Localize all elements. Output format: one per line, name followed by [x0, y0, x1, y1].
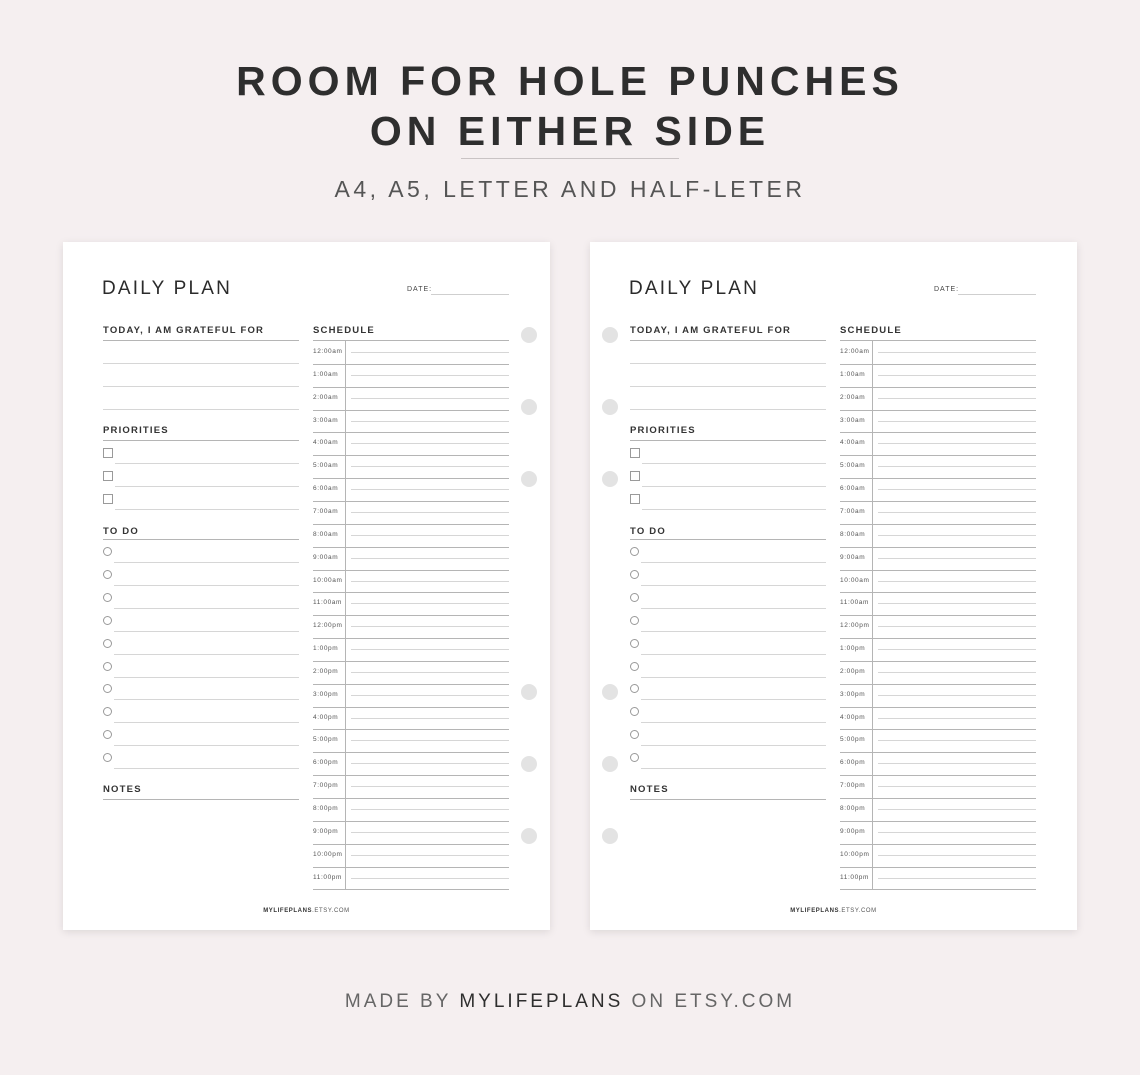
- sheet-brand-bold: MYLIFEPLANS: [790, 908, 840, 914]
- priority-line[interactable]: [115, 509, 299, 510]
- schedule-hour-line[interactable]: [313, 478, 509, 479]
- schedule-hour-line[interactable]: [840, 638, 1036, 639]
- schedule-time: 6:00am: [313, 485, 339, 493]
- schedule-hour-line[interactable]: [313, 638, 509, 639]
- todo-line[interactable]: [114, 562, 299, 563]
- grateful-line[interactable]: [103, 386, 299, 387]
- schedule-time: 8:00pm: [840, 805, 866, 812]
- grateful-heading: TODAY, I AM GRATEFUL FOR: [630, 325, 792, 336]
- footer-prefix: MADE BY: [344, 991, 460, 1012]
- schedule-hour-line[interactable]: [840, 501, 1036, 502]
- priorities-heading-rule: [630, 440, 826, 441]
- schedule-half-line[interactable]: [878, 763, 1036, 764]
- schedule-half-line[interactable]: [351, 763, 509, 764]
- todo-circle[interactable]: [103, 662, 112, 671]
- schedule-time: 9:00pm: [840, 827, 866, 835]
- notes-heading: NOTES: [630, 784, 669, 795]
- schedule-hour-line[interactable]: [313, 524, 509, 525]
- todo-line[interactable]: [641, 585, 826, 586]
- priority-checkbox[interactable]: [630, 494, 640, 504]
- schedule-hour-line[interactable]: [313, 867, 509, 868]
- schedule-time: 2:00am: [313, 393, 339, 401]
- schedule-half-line[interactable]: [351, 718, 509, 719]
- schedule-heading: SCHEDULE: [313, 325, 375, 336]
- punch-hole: [521, 828, 537, 844]
- todo-line[interactable]: [114, 608, 299, 609]
- schedule-half-line[interactable]: [878, 855, 1036, 856]
- todo-line[interactable]: [641, 677, 826, 678]
- schedule-hour-line[interactable]: [313, 684, 509, 685]
- todo-heading-rule: [103, 539, 299, 540]
- schedule-time: 4:00pm: [313, 713, 339, 721]
- schedule-half-line[interactable]: [351, 672, 509, 673]
- schedule-hour-line[interactable]: [840, 775, 1036, 776]
- todo-line[interactable]: [114, 699, 299, 700]
- schedule-half-line[interactable]: [878, 718, 1036, 719]
- priority-checkbox[interactable]: [630, 448, 640, 458]
- date-field[interactable]: [958, 294, 1036, 295]
- footer-suffix: ON ETSY.COM: [623, 991, 796, 1012]
- schedule-hour-line[interactable]: [840, 867, 1036, 868]
- schedule-hour-line[interactable]: [313, 432, 509, 433]
- schedule-half-line[interactable]: [351, 512, 509, 513]
- schedule-half-line[interactable]: [878, 626, 1036, 627]
- todo-line[interactable]: [641, 562, 826, 563]
- schedule-heading: SCHEDULE: [840, 325, 902, 336]
- schedule-time: 10:00pm: [840, 850, 870, 858]
- punch-hole: [602, 471, 618, 487]
- schedule-half-line[interactable]: [878, 489, 1036, 490]
- schedule-hour-line[interactable]: [313, 752, 509, 753]
- punch-hole: [602, 756, 618, 772]
- schedule-time: 12:00pm: [313, 622, 343, 630]
- schedule-time: 5:00am: [313, 462, 339, 470]
- schedule-time: 12:00am: [840, 348, 870, 355]
- schedule-half-line[interactable]: [351, 626, 509, 627]
- todo-line[interactable]: [114, 585, 299, 586]
- todo-circle[interactable]: [103, 730, 112, 739]
- todo-circle[interactable]: [630, 753, 639, 762]
- todo-circle[interactable]: [103, 707, 112, 716]
- sheet-brand-rest: .ETSY.COM: [839, 908, 877, 914]
- todo-circle[interactable]: [630, 684, 639, 693]
- sheet-brand: [63, 908, 550, 914]
- todo-line[interactable]: [641, 699, 826, 700]
- schedule-half-line[interactable]: [878, 375, 1036, 376]
- schedule-hour-line[interactable]: [840, 478, 1036, 479]
- todo-circle[interactable]: [103, 570, 112, 579]
- todo-circle[interactable]: [630, 570, 639, 579]
- schedule-half-line[interactable]: [351, 832, 509, 833]
- schedule-hour-line[interactable]: [840, 615, 1036, 616]
- schedule-half-line[interactable]: [351, 443, 509, 444]
- todo-circle[interactable]: [103, 547, 112, 556]
- punch-hole: [602, 399, 618, 415]
- schedule-time: 9:00pm: [313, 827, 339, 835]
- schedule-half-line[interactable]: [878, 603, 1036, 604]
- priorities-heading-rule: [103, 440, 299, 441]
- schedule-time: 3:00pm: [840, 690, 866, 698]
- date-label: DATE:: [934, 286, 960, 293]
- schedule-hour-line[interactable]: [840, 889, 1036, 890]
- planner-sheet-right: [590, 242, 1077, 930]
- schedule-half-line[interactable]: [878, 695, 1036, 696]
- schedule-hour-line[interactable]: [313, 798, 509, 799]
- notes-heading: NOTES: [103, 784, 142, 795]
- priority-checkbox[interactable]: [103, 471, 113, 481]
- schedule-hour-line[interactable]: [840, 410, 1036, 411]
- headline: [0, 56, 1140, 156]
- schedule-time: 1:00am: [840, 370, 866, 378]
- todo-heading-rule: [630, 539, 826, 540]
- schedule-half-line[interactable]: [878, 558, 1036, 559]
- todo-circle[interactable]: [103, 593, 112, 602]
- schedule-half-line[interactable]: [878, 672, 1036, 673]
- notes-heading-rule: [630, 799, 826, 800]
- grateful-line[interactable]: [103, 409, 299, 410]
- schedule-time: 2:00pm: [313, 667, 339, 675]
- schedule-time: 11:00am: [840, 599, 870, 607]
- schedule-time: 7:00pm: [840, 782, 866, 790]
- schedule-hour-line[interactable]: [840, 684, 1036, 685]
- priorities-heading: PRIORITIES: [630, 425, 696, 436]
- todo-heading: TO DO: [103, 526, 139, 537]
- headline-line-1: ROOM FOR HOLE PUNCHES: [236, 58, 904, 104]
- schedule-hour-line[interactable]: [840, 798, 1036, 799]
- schedule-hour-line[interactable]: [313, 729, 509, 730]
- schedule-hour-line[interactable]: [840, 729, 1036, 730]
- schedule-time: 10:00pm: [313, 850, 343, 858]
- schedule-time: 2:00pm: [840, 667, 866, 675]
- schedule-half-line[interactable]: [351, 421, 509, 422]
- priority-line[interactable]: [642, 486, 826, 487]
- schedule-time: 1:00am: [313, 370, 339, 378]
- schedule-hour-line[interactable]: [313, 707, 509, 708]
- date-field[interactable]: [431, 294, 509, 295]
- priority-checkbox[interactable]: [630, 471, 640, 481]
- schedule-time: 5:00am: [840, 462, 866, 470]
- schedule-half-line[interactable]: [351, 581, 509, 582]
- schedule-time: 10:00am: [313, 576, 343, 584]
- schedule-half-line[interactable]: [878, 740, 1036, 741]
- page-title: DAILY PLAN: [102, 278, 233, 299]
- headline-line-2: ON EITHER SIDE: [369, 108, 771, 154]
- schedule-time: 3:00am: [313, 416, 339, 424]
- schedule-time: 7:00am: [313, 507, 339, 515]
- schedule-time: 11:00pm: [840, 873, 870, 881]
- punch-hole: [521, 399, 537, 415]
- schedule-half-line[interactable]: [351, 558, 509, 559]
- todo-heading: TO DO: [630, 526, 666, 537]
- schedule-hour-line[interactable]: [840, 432, 1036, 433]
- todo-circle[interactable]: [630, 639, 639, 648]
- todo-line[interactable]: [114, 745, 299, 746]
- priority-line[interactable]: [115, 463, 299, 464]
- schedule-half-line[interactable]: [351, 535, 509, 536]
- todo-line[interactable]: [641, 745, 826, 746]
- schedule-time: 3:00pm: [313, 690, 339, 698]
- schedule-half-line[interactable]: [351, 489, 509, 490]
- schedule-half-line[interactable]: [351, 649, 509, 650]
- schedule-half-line[interactable]: [878, 832, 1036, 833]
- schedule-hour-line[interactable]: [840, 661, 1036, 662]
- schedule-hour-line[interactable]: [313, 844, 509, 845]
- todo-circle[interactable]: [630, 707, 639, 716]
- grateful-line[interactable]: [103, 363, 299, 364]
- schedule-time: 2:00am: [840, 393, 866, 401]
- todo-circle[interactable]: [630, 616, 639, 625]
- schedule-hour-line[interactable]: [840, 547, 1036, 548]
- todo-line[interactable]: [114, 654, 299, 655]
- schedule-time: 5:00pm: [313, 736, 339, 744]
- schedule-half-line[interactable]: [878, 352, 1036, 353]
- schedule-hour-line[interactable]: [313, 592, 509, 593]
- date-label: DATE:: [407, 286, 433, 293]
- todo-circle[interactable]: [630, 730, 639, 739]
- planner-sheet-left: [63, 242, 550, 930]
- punch-hole: [521, 471, 537, 487]
- notes-heading-rule: [103, 799, 299, 800]
- schedule-half-line[interactable]: [878, 649, 1036, 650]
- schedule-half-line[interactable]: [351, 740, 509, 741]
- schedule-time: 1:00pm: [840, 645, 866, 653]
- todo-circle[interactable]: [630, 662, 639, 671]
- todo-circle[interactable]: [103, 616, 112, 625]
- schedule-hour-line[interactable]: [313, 387, 509, 388]
- footer-brand: MYLIFEPLANS: [459, 991, 624, 1012]
- todo-line[interactable]: [114, 677, 299, 678]
- grateful-heading-rule: [103, 340, 299, 341]
- todo-line[interactable]: [114, 768, 299, 769]
- schedule-half-line[interactable]: [351, 466, 509, 467]
- subtitle: A4, A5, LETTER AND HALF-LETER: [334, 176, 806, 202]
- schedule-time: 3:00am: [840, 416, 866, 424]
- schedule-half-line[interactable]: [878, 512, 1036, 513]
- schedule-heading-rule: [840, 340, 1036, 341]
- schedule-hour-line[interactable]: [313, 615, 509, 616]
- schedule-time: 4:00pm: [840, 713, 866, 721]
- schedule-hour-line[interactable]: [313, 501, 509, 502]
- grateful-heading: TODAY, I AM GRATEFUL FOR: [103, 325, 265, 336]
- schedule-time: 7:00am: [840, 507, 866, 515]
- schedule-half-line[interactable]: [351, 398, 509, 399]
- schedule-hour-line[interactable]: [313, 889, 509, 890]
- schedule-time: 8:00am: [840, 530, 866, 538]
- todo-line[interactable]: [641, 631, 826, 632]
- schedule-time: 6:00am: [840, 485, 866, 493]
- schedule-half-line[interactable]: [878, 535, 1036, 536]
- schedule-time: 9:00am: [840, 553, 866, 561]
- schedule-half-line[interactable]: [351, 786, 509, 787]
- schedule-hour-line[interactable]: [840, 844, 1036, 845]
- punch-hole: [602, 684, 618, 700]
- schedule-hour-line[interactable]: [313, 570, 509, 571]
- schedule-time: 6:00pm: [313, 759, 339, 767]
- schedule-time: 4:00am: [840, 439, 866, 447]
- priority-checkbox[interactable]: [103, 494, 113, 504]
- punch-hole: [602, 828, 618, 844]
- schedule-half-line[interactable]: [878, 878, 1036, 879]
- footer-credit: [0, 991, 1140, 1013]
- schedule-hour-line[interactable]: [840, 455, 1036, 456]
- schedule-time: 1:00pm: [313, 645, 339, 653]
- schedule-hour-line[interactable]: [840, 387, 1036, 388]
- schedule-hour-line[interactable]: [840, 570, 1036, 571]
- schedule-time: 9:00am: [313, 553, 339, 561]
- priorities-heading: PRIORITIES: [103, 425, 169, 436]
- todo-circle[interactable]: [630, 593, 639, 602]
- schedule-half-line[interactable]: [878, 809, 1036, 810]
- schedule-time: 10:00am: [840, 576, 870, 584]
- schedule-hour-line[interactable]: [840, 707, 1036, 708]
- title-divider: [461, 158, 679, 159]
- schedule-hour-line[interactable]: [313, 455, 509, 456]
- schedule-time: 8:00am: [313, 530, 339, 538]
- schedule-hour-line[interactable]: [313, 410, 509, 411]
- schedule-half-line[interactable]: [878, 398, 1036, 399]
- todo-line[interactable]: [641, 722, 826, 723]
- punch-hole: [521, 684, 537, 700]
- schedule-hour-line[interactable]: [840, 364, 1036, 365]
- punch-hole: [521, 327, 537, 343]
- sheet-brand: [590, 908, 1077, 914]
- grateful-line[interactable]: [630, 386, 826, 387]
- schedule-half-line[interactable]: [878, 581, 1036, 582]
- schedule-time: 8:00pm: [313, 805, 339, 812]
- schedule-half-line[interactable]: [351, 878, 509, 879]
- todo-circle[interactable]: [103, 639, 112, 648]
- schedule-hour-line[interactable]: [313, 364, 509, 365]
- todo-line[interactable]: [641, 654, 826, 655]
- schedule-hour-line[interactable]: [840, 524, 1036, 525]
- schedule-half-line[interactable]: [351, 855, 509, 856]
- todo-line[interactable]: [114, 631, 299, 632]
- priority-line[interactable]: [115, 486, 299, 487]
- sheet-brand-rest: .ETSY.COM: [312, 908, 350, 914]
- schedule-hour-line[interactable]: [313, 821, 509, 822]
- grateful-line[interactable]: [630, 409, 826, 410]
- schedule-time: 7:00pm: [313, 782, 339, 790]
- schedule-hour-line[interactable]: [840, 752, 1036, 753]
- schedule-time: 4:00am: [313, 439, 339, 447]
- punch-hole: [521, 756, 537, 772]
- schedule-half-line[interactable]: [351, 603, 509, 604]
- schedule-time: 12:00am: [313, 348, 343, 355]
- schedule-time: 5:00pm: [840, 736, 866, 744]
- punch-hole: [602, 327, 618, 343]
- grateful-heading-rule: [630, 340, 826, 341]
- page-title: DAILY PLAN: [629, 278, 760, 299]
- schedule-time: 6:00pm: [840, 759, 866, 767]
- todo-circle[interactable]: [630, 547, 639, 556]
- todo-line[interactable]: [641, 768, 826, 769]
- schedule-hour-line[interactable]: [313, 547, 509, 548]
- todo-line[interactable]: [114, 722, 299, 723]
- schedule-half-line[interactable]: [878, 421, 1036, 422]
- schedule-time: 11:00am: [313, 599, 343, 607]
- todo-circle[interactable]: [103, 753, 112, 762]
- schedule-half-line[interactable]: [878, 466, 1036, 467]
- schedule-heading-rule: [313, 340, 509, 341]
- schedule-time: 12:00pm: [840, 622, 870, 630]
- schedule-half-line[interactable]: [351, 352, 509, 353]
- priority-checkbox[interactable]: [103, 448, 113, 458]
- priority-line[interactable]: [642, 463, 826, 464]
- todo-circle[interactable]: [103, 684, 112, 693]
- schedule-hour-line[interactable]: [313, 775, 509, 776]
- todo-line[interactable]: [641, 608, 826, 609]
- grateful-line[interactable]: [630, 363, 826, 364]
- schedule-hour-line[interactable]: [840, 821, 1036, 822]
- schedule-half-line[interactable]: [351, 375, 509, 376]
- schedule-half-line[interactable]: [351, 695, 509, 696]
- schedule-half-line[interactable]: [351, 809, 509, 810]
- schedule-half-line[interactable]: [878, 786, 1036, 787]
- schedule-hour-line[interactable]: [313, 661, 509, 662]
- schedule-hour-line[interactable]: [840, 592, 1036, 593]
- schedule-half-line[interactable]: [878, 443, 1036, 444]
- schedule-time: 11:00pm: [313, 873, 343, 881]
- priority-line[interactable]: [642, 509, 826, 510]
- sheet-brand-bold: MYLIFEPLANS: [263, 908, 313, 914]
